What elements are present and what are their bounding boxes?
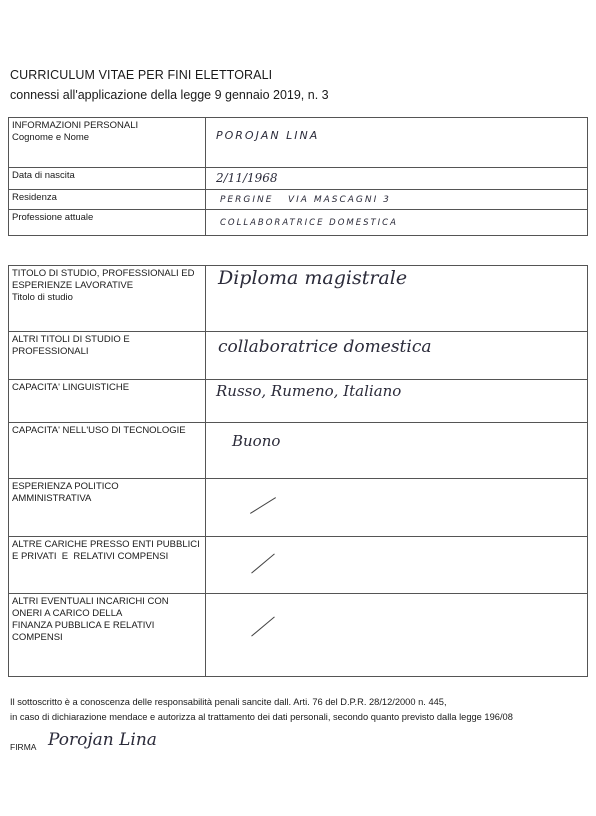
name-label: Cognome e Nome [12, 132, 90, 143]
other-offices-label-line: E PRIVATI E RELATIVI COMPENSI [12, 551, 169, 562]
other-assignments-label-line: ONERI A CARICO DELLA [12, 608, 123, 619]
languages-value-cell [206, 380, 588, 423]
birth-value: 2/11/1968 [216, 171, 278, 185]
technology-label-cell [9, 423, 206, 479]
residence-value: PERGINE VIA MASCAGNI 3 [220, 195, 391, 205]
education-label-line: ESPERIENZE LAVORATIVE [12, 280, 134, 291]
other-assignments-label-line: ALTRI EVENTUALI INCARICHI CON [12, 596, 169, 607]
political-experience-label-cell [9, 479, 206, 537]
languages-label-cell [9, 380, 206, 423]
education-label-line: TITOLO DI STUDIO, PROFESSIONALI ED [12, 268, 195, 279]
other-assignments-value-cell [206, 594, 588, 677]
other-assignments-label-line: FINANZA PUBBLICA E RELATIVI [12, 620, 155, 631]
profession-value: COLLABORATRICE DOMESTICA [220, 218, 398, 228]
political-experience-label-line: ESPERIENZA POLITICO [12, 481, 119, 492]
education-value: Diploma magistrale [218, 267, 408, 289]
signature-label: FIRMA [10, 742, 37, 752]
name-value-cell [206, 118, 588, 168]
other-offices-label-cell [9, 537, 206, 594]
other-assignments-label-line: COMPENSI [12, 632, 63, 643]
birth-label: Data di nascita [9, 168, 206, 190]
legal-notice-line-2: in caso di dichiarazione mendace e autorizza al trattamento dei dati personali, secondo quanto previsto dalla legge 196/08 [10, 712, 513, 722]
name-label-cell [9, 118, 206, 168]
residence-value-cell [206, 190, 588, 210]
empty-dash-mark [251, 616, 275, 636]
other-titles-value-cell [206, 332, 588, 380]
document-title: CURRICULUM VITAE PER FINI ELETTORALI [10, 68, 273, 82]
experience-table [8, 265, 588, 677]
empty-dash-mark [251, 553, 275, 573]
other-titles-label-cell [9, 332, 206, 380]
technology-value: Buono [232, 432, 281, 450]
other-titles-label-line: ALTRI TITOLI DI STUDIO E [12, 334, 130, 345]
technology-label: CAPACITA' NELL'USO DI TECNOLOGIE [12, 425, 186, 436]
other-offices-label-line: ALTRE CARICHE PRESSO ENTI PUBBLICI [12, 539, 200, 550]
languages-value: Russo, Rumeno, Italiano [216, 382, 402, 400]
document-subtitle: connessi all'applicazione della legge 9 gennaio 2019, n. 3 [10, 88, 329, 102]
personal-info-table [8, 117, 588, 236]
other-titles-label-line: PROFESSIONALI [12, 346, 89, 357]
other-offices-value-cell [206, 537, 588, 594]
technology-value-cell [206, 423, 588, 479]
personal-section-label: INFORMAZIONI PERSONALI [12, 120, 139, 131]
legal-notice-line-1: Il sottoscritto è a conoscenza delle responsabilità penali sancite dall. Arti. 76 del D.P.R. 28/12/2000 n. 445, [10, 697, 447, 707]
empty-dash-mark [250, 497, 276, 514]
political-experience-label-line: AMMINISTRATIVA [12, 493, 92, 504]
name-value: POROJAN LINA [216, 129, 320, 142]
profession-value-cell [206, 210, 588, 236]
languages-label: CAPACITA' LINGUISTICHE [12, 382, 130, 393]
other-assignments-label-cell [9, 594, 206, 677]
residence-label: Residenza [9, 190, 206, 210]
education-label-cell [9, 266, 206, 332]
signature-value: Porojan Lina [48, 730, 157, 750]
profession-label: Professione attuale [9, 210, 206, 236]
political-experience-value-cell [206, 479, 588, 537]
other-titles-value: collaboratrice domestica [218, 337, 432, 357]
education-label-line: Titolo di studio [12, 292, 73, 303]
education-value-cell [206, 266, 588, 332]
birth-value-cell [206, 168, 588, 190]
